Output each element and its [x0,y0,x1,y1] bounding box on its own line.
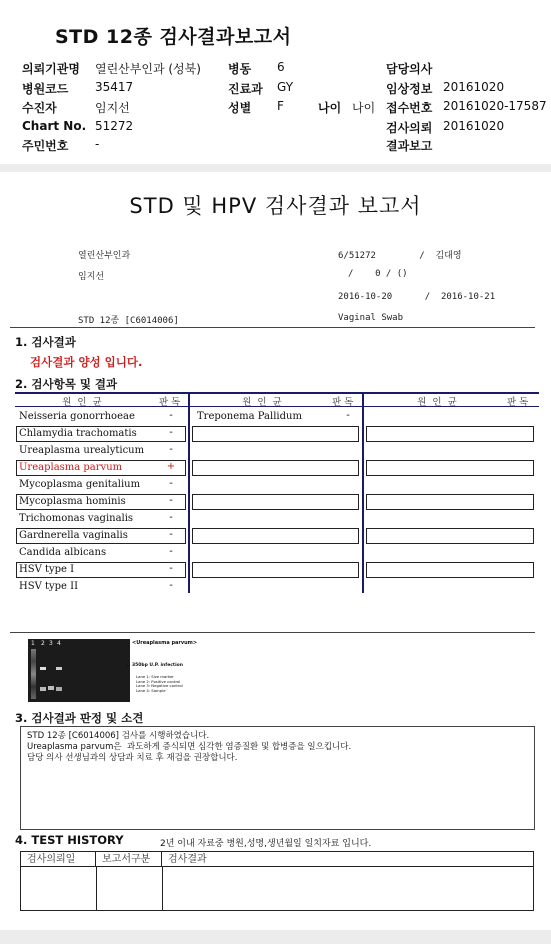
hospcode-label: 병원코드 [22,82,69,96]
ward-value: 6 [277,60,285,74]
institution-label: 의뢰기관명 [22,62,80,76]
pathogen-name: HSV type I [19,564,75,575]
empty-result-box [366,494,534,510]
gel-lane-4: 4 [57,640,61,647]
rrn-value: - [95,137,100,151]
dept-value: GY [277,80,294,94]
pathogen-result-mark: - [169,563,173,574]
section1-title: 1. 검사결과 [15,335,76,349]
gel-band-sample [56,667,62,670]
gel-arrow-icon: ← [126,663,131,669]
gel-electrophoresis-image [28,639,130,702]
empty-result-box [192,460,359,476]
col-header-judge-2: 판독 [332,397,357,408]
gel-lane-2: 2 [41,640,45,647]
testreq-label: 검사의뢰 [386,121,433,135]
pathogen-name: HSV type II [19,581,79,592]
pathogen-name: Gardnerella vaginalis [19,530,128,541]
section4-title: 4. TEST HISTORY [15,833,124,847]
empty-result-box [366,562,534,578]
pathogen-name: Ureaplasma urealyticum [19,445,145,456]
pathogen-name: Ureaplasma parvum [19,462,123,473]
patient-value: 임지선 [95,101,130,115]
gel-band-label: 350bp U.P. infection [132,663,183,668]
empty-result-box [192,528,359,544]
pathogen-result-mark: - [169,512,173,523]
section2-title: 2. 검사항목 및 결과 [15,377,118,391]
dept-label: 진료과 [228,82,263,96]
result-summary: 검사결과 양성 입니다. [30,355,143,369]
info-dates: 2016-10-20 / 2016-10-21 [338,292,496,302]
pathogen-result-mark: - [169,478,173,489]
history-header-result: 검사결과 [162,852,533,867]
info-hospital: 열린산부인과 [78,251,131,261]
info-chart-doctor: 6/51272 / 김대영 [338,251,462,261]
testreq-value: 20161020 [443,119,505,133]
empty-result-box [192,426,359,442]
report-label: 결과보고 [386,139,433,153]
col-header-judge-3: 판독 [507,397,532,408]
col-header-judge-1: 판독 [159,397,184,408]
clinical-label: 임상정보 [386,82,433,96]
pathogen-result-mark: - [169,410,173,421]
pathogen-result-mark: - [169,427,173,438]
col-header-pathogen-1: 원인균 [62,397,108,408]
ward-label: 병동 [228,62,252,76]
info-age: / 0 / () [348,269,408,279]
doctor-label: 담당의사 [386,62,433,76]
pathogen-result-mark: - [169,580,173,591]
gel-band-positive [40,667,46,670]
institution-value: 열린산부인과 (성북) [95,62,201,76]
gel-legend-line: Lane 3: Negative control [136,683,183,689]
gel-band-primer-2 [40,687,46,691]
pathogen-result-mark: - [169,546,173,557]
pathogen-result-mark: + [166,461,176,472]
gel-lane-3: 3 [49,640,53,647]
findings-box [20,726,535,830]
info-divider [10,327,535,328]
info-test: STD 12종 [C6014006] [78,316,179,326]
empty-result-box [366,426,534,442]
gel-title: <Ureaplasma parvum> [132,640,198,646]
gel-band-primer-3 [48,686,54,690]
findings-text: STD 12종 [C6014006] 검사를 시행하였습니다. Ureaplasma parvum은 과도하게 증식되면 심각한 염증질환 및 합병증을 일으킵니다. 담당 의사 선생님과의 상담과 치료 후 재검을 권장합니다. [27,731,352,763]
age-value: 나이 [352,101,376,115]
gel-top-divider [10,632,535,633]
history-col-line-1 [96,867,97,911]
clinical-value: 20161020 [443,80,505,94]
pathogen-name: Mycoplasma hominis [19,496,126,507]
pathogen-name: Chlamydia trachomatis [19,428,137,439]
pathogen-name: Neisseria gonorrhoeae [19,411,135,422]
pathogen-treponema: Treponema Pallidum [197,411,302,422]
hospcode-value: 35417 [95,80,134,94]
table-divider-2 [362,393,364,593]
pathogen-name: Trichomonas vaginalis [19,513,134,524]
empty-result-box [366,528,534,544]
gel-legend-line: Lane 4: Sample [136,687,166,693]
empty-result-box [192,494,359,510]
patient-label: 수진자 [22,101,57,115]
age-label: 나이 [318,101,342,115]
history-header-date: 검사의뢰일 [21,852,96,867]
gel-legend-lines [136,675,183,693]
gel-legend-line: Lane 2: Positive control [136,678,181,684]
col-header-pathogen-3: 원인균 [417,397,463,408]
chart-label: Chart No. [22,119,87,133]
empty-result-box [366,460,534,476]
gel-lane-numbers: 1 [31,640,39,647]
history-col-line-2 [162,867,163,911]
gel-legend-line: Lane 1: Size marker [136,674,174,679]
receipt-value: 20161020-17587 [443,99,547,113]
pathogen-result-mark: - [169,444,173,455]
table-divider-1 [188,393,190,593]
report-header-title: STD 12종 검사결과보고서 [55,26,292,48]
history-header-type: 보고서구분 [96,852,162,867]
footer-band [0,930,551,944]
report-title: STD 및 HPV 검사결과 보고서 [129,194,422,218]
gel-ladder [31,649,36,699]
empty-result-box [192,562,359,578]
col-header-pathogen-2: 원인균 [242,397,288,408]
pathogen-name: Candida albicans [19,547,107,558]
pathogen-treponema-mark: - [346,410,350,421]
rrn-label: 주민번호 [22,139,69,153]
sex-label: 성별 [228,101,252,115]
history-table [20,851,534,911]
pathogen-result-mark: - [169,495,173,506]
pathogen-name: Mycoplasma genitalium [19,479,141,490]
pathogen-result-mark: - [169,529,173,540]
gel-legend [126,639,250,702]
info-patient: 임지선 [78,272,105,282]
header-separator [0,164,551,172]
gel-band-primer-4 [56,687,62,691]
history-note: 2년 이내 자료중 병원,성명,생년월일 일치자료 입니다. [160,839,372,849]
receipt-label: 접수번호 [386,101,433,115]
section3-title: 3. 검사결과 판정 및 소견 [15,711,144,725]
sex-value: F [277,99,284,113]
info-specimen: Vaginal Swab [338,313,404,323]
chart-value: 51272 [95,119,134,133]
